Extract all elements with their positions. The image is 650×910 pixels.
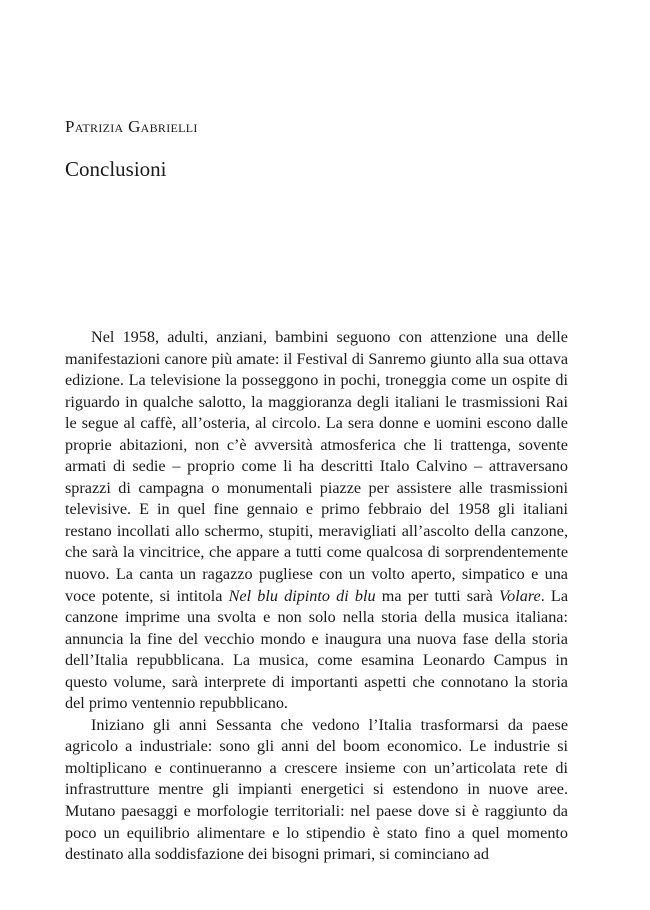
paragraph-1-text-a: Nel 1958, adulti, anziani, bambini seguono con attenzione una delle manifestazioni canore più amate: il Festival di Sanremo giunto alla sua ottava edizione. La televisione la posseggono in pochi, troneggia come un ospite di riguardo in qualche salotto, la maggioranza degli italiani le trasmissioni Rai le segue al caffè, all’osteria, al circolo. La sera donne e uomini escono dalle proprie abitazioni, non c’è avversità atmosferica che li trattenga, sovente armati di sedie – proprio come li ha descritti Italo Calvino – attraversano sprazzi di campagna o monumentali piazze per assistere alle trasmissioni televisive. E in quel fine gennaio e primo febbraio del 1958 gli italiani restano incollati allo schermo, stupiti, meravigliati all’ascolto della canzone, che sarà la vincitrice, che appare a tutti come qualcosa di sorprendentemente nuovo. La canta un ragazzo pugliese con un volto aperto, simpatico e una voce potente, si intitola [65,328,569,605]
paragraph-1-text-b: ma per tutti sarà [375,586,500,605]
chapter-title: Conclusioni [65,157,167,181]
song-title-italic: Nel blu dipinto di blu [228,586,376,605]
paragraph-1-text-c: . La canzone imprime una svolta e non solo nella storia della musica italiana: annuncia la fine del vecchio mondo e inaugura una nuova fase della storia dell’Italia repubblicana. La musica, come esamina Leonardo Campus in questo volume, sarà interprete di importanti aspetti che connotano la storia del primo ventennio repubblicano. [65,586,569,713]
paragraph-2: Iniziano gli anni Sessanta che vedono l’Italia trasformarsi da paese agricolo a industriale: sono gli anni del boom economico. Le industrie si moltiplicano e continueranno a crescere insieme con un’articolata rete di infrastrutture mentre gli impianti energetici si estendono in nuove aree. Mutano paesaggi e morfologie territoriali: nel paese dove si è raggiunto da poco un equilibrio alimentare e lo stipendio è stato fino a quel momento destinato alla soddisfazione dei bisogni primari, si cominciano ad [65,715,568,864]
paragraph-1 [65,327,568,715]
song-nickname-italic: Volare [499,586,541,605]
body-text [65,327,568,866]
author-name: Patrizia Gabrielli [65,117,198,136]
